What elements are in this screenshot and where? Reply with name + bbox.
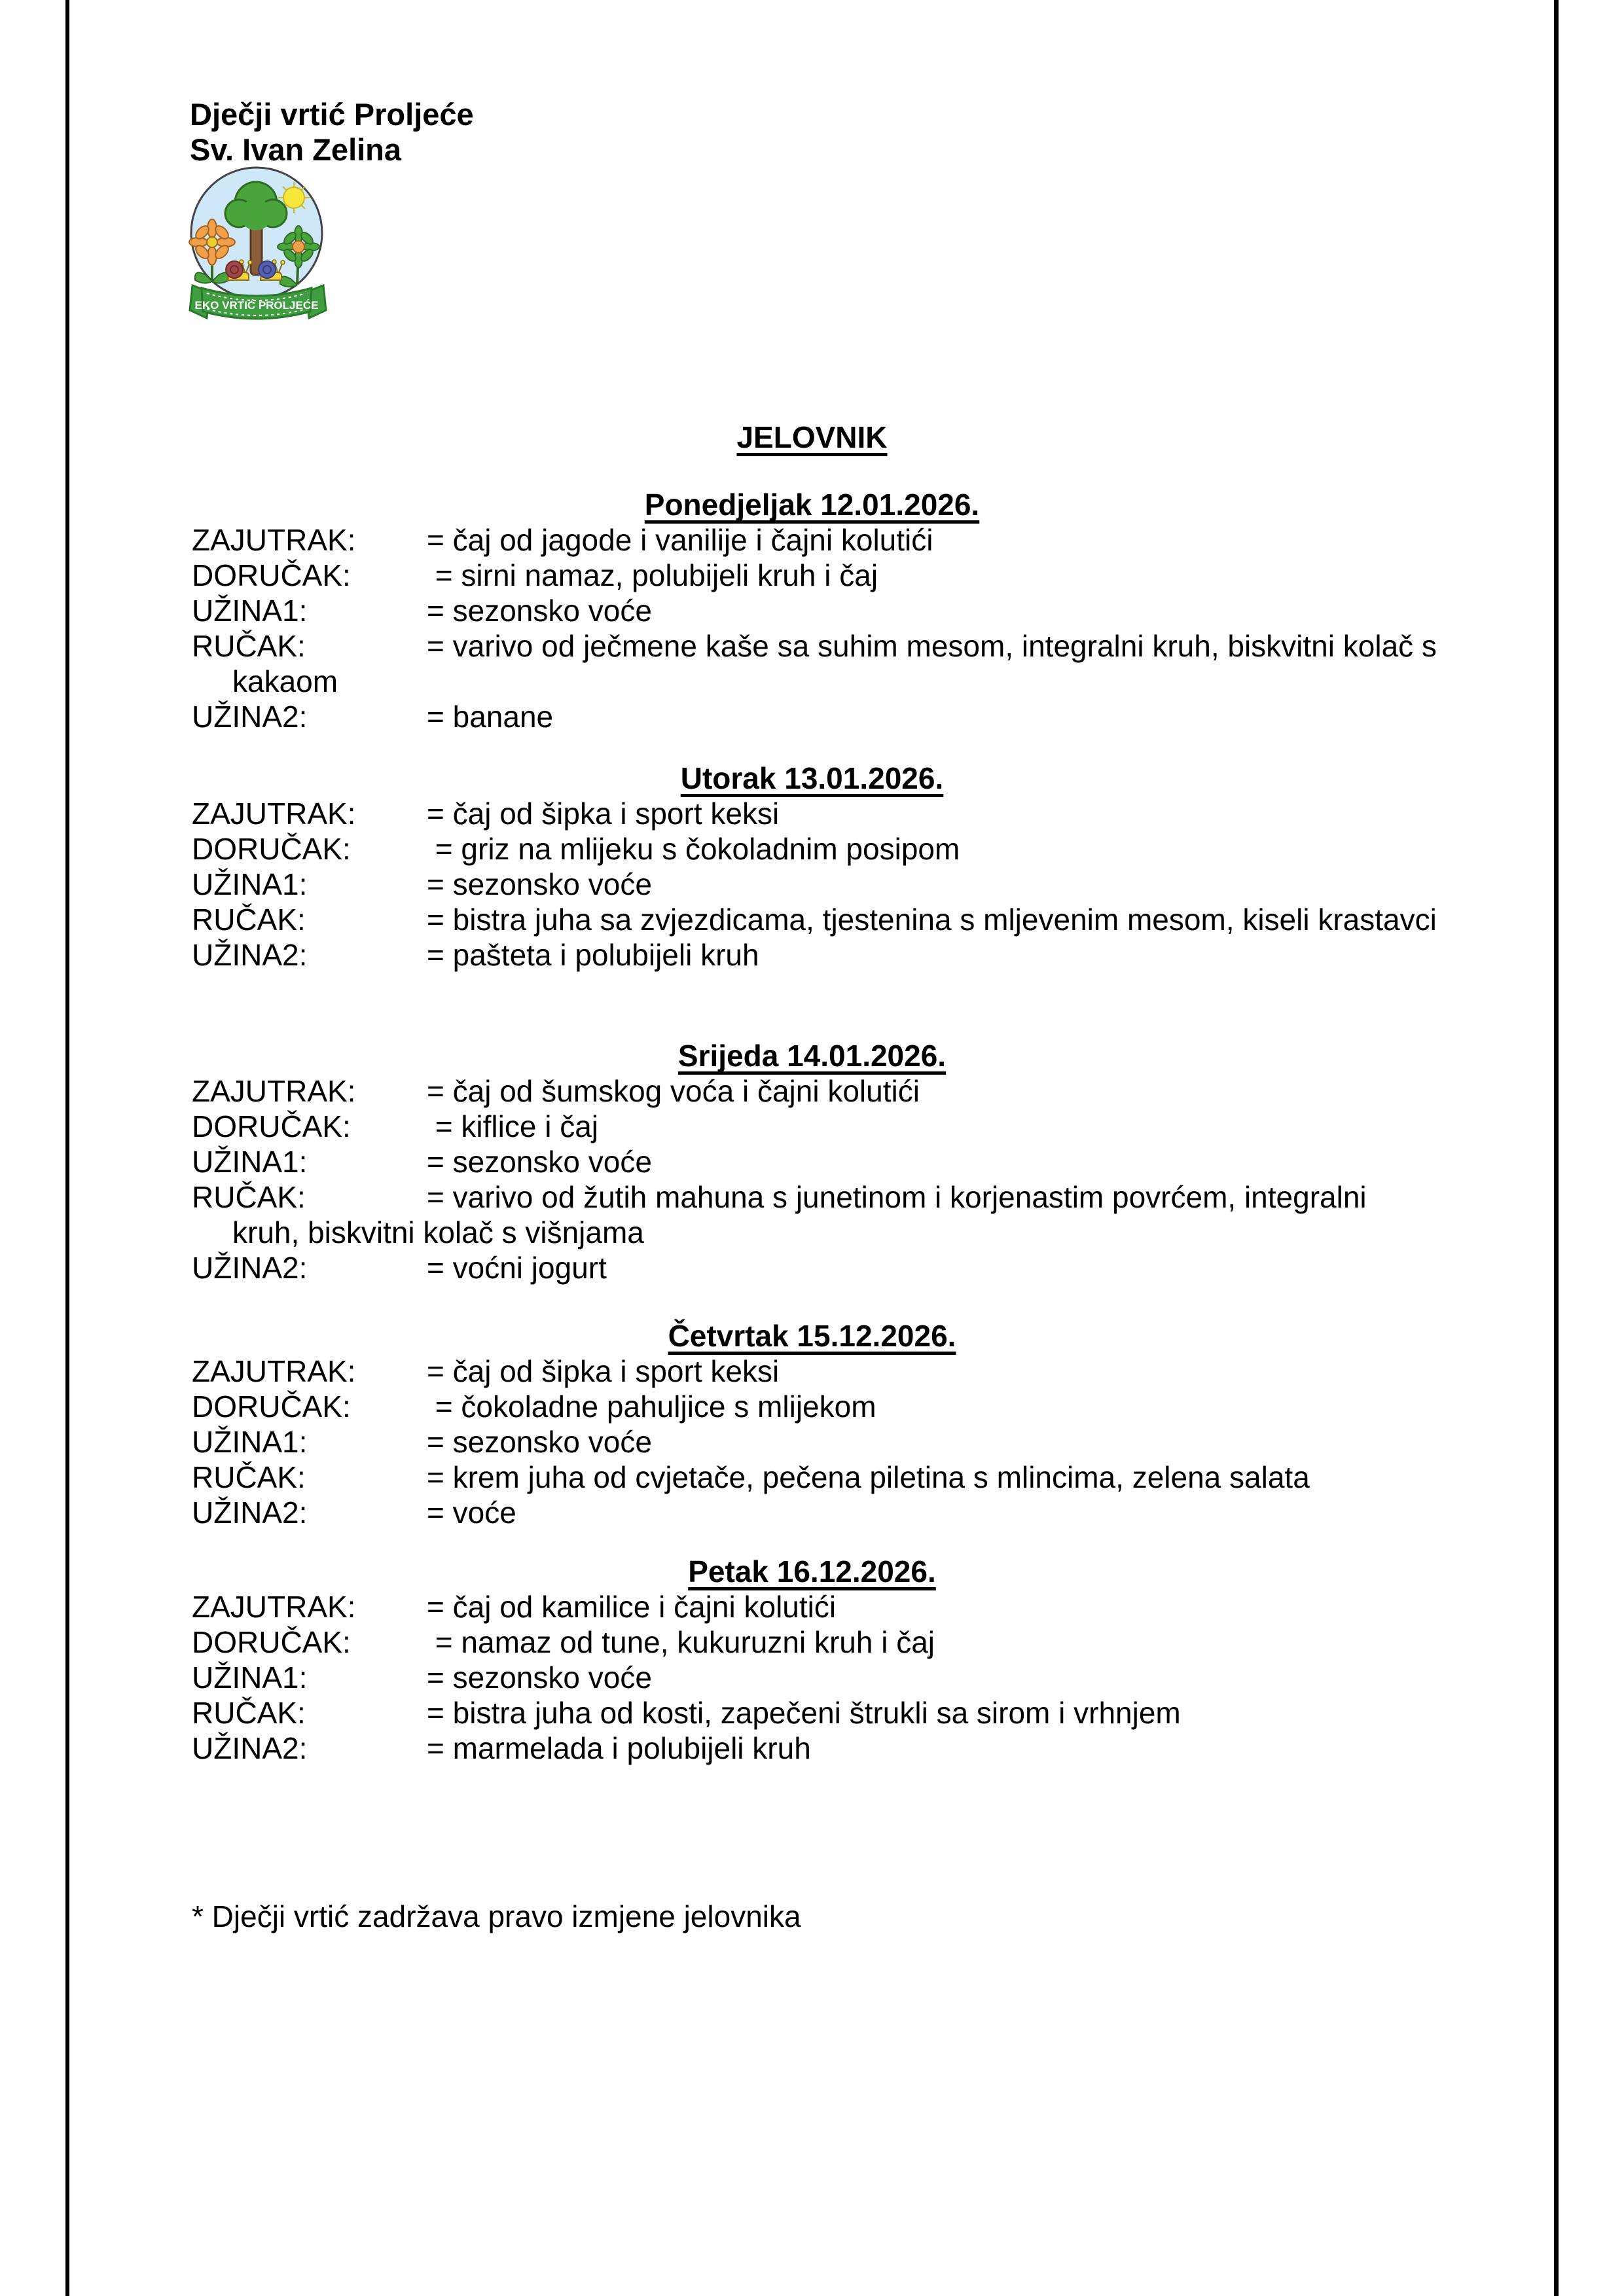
meal-value: = čaj od jagode i vanilije i čajni kolutići <box>427 523 933 557</box>
menu-row <box>192 593 1432 628</box>
meal-label: UŽINA2: <box>192 1496 308 1530</box>
meal-value: = varivo od ječmene kaše sa suhim mesom, integralni kruh, biskvitni kolač s <box>427 629 1437 663</box>
meal-value: = bistra juha od kosti, zapečeni štrukli sa sirom i vrhnjem <box>427 1696 1181 1730</box>
left-border-rule <box>65 0 69 2296</box>
day-section-tuesday <box>192 761 1437 973</box>
meal-value: = bistra juha sa zvjezdicama, tjestenina s mljevenim mesom, kiseli krastavci <box>427 903 1437 937</box>
meal-label: ZAJUTRAK: <box>192 1074 356 1108</box>
meal-label: UŽINA2: <box>192 938 308 972</box>
menu-row <box>192 902 1437 937</box>
meal-label: DORUČAK: <box>192 832 351 866</box>
menu-row <box>192 1589 1432 1624</box>
meal-value: = sezonsko voće <box>427 1145 652 1179</box>
meal-label: UŽINA1: <box>192 594 308 628</box>
meal-value: = krem juha od cvjetače, pečena piletina s mlincima, zelena salata <box>427 1460 1310 1494</box>
meal-value-continuation: kakaom <box>232 664 338 698</box>
menu-row <box>192 867 1432 902</box>
menu-row <box>192 1389 1432 1424</box>
meal-label: DORUČAK: <box>192 1390 351 1424</box>
meal-value: = varivo od žutih mahuna s junetinom i korjenastim povrćem, integralni <box>427 1180 1367 1214</box>
menu-row <box>192 1073 1432 1109</box>
meal-value: = marmelada i polubijeli kruh <box>427 1731 811 1765</box>
menu-row <box>192 1495 1432 1530</box>
meal-label: ZAJUTRAK: <box>192 1354 356 1388</box>
day-heading <box>192 487 1432 522</box>
meal-label: UŽINA1: <box>192 1425 308 1459</box>
meal-value: = čaj od šipka i sport keksi <box>427 797 780 831</box>
kindergarten-logo <box>187 164 329 332</box>
menu-row <box>192 1695 1432 1731</box>
organization-city: Sv. Ivan Zelina <box>190 132 402 167</box>
meal-label: UŽINA1: <box>192 1660 308 1695</box>
document-title <box>192 420 1432 455</box>
menu-row <box>192 1354 1432 1389</box>
day-heading-text: Srijeda 14.01.2026. <box>677 1039 947 1073</box>
meal-value: = voće <box>427 1496 516 1530</box>
meal-value: = namaz od tune, kukuruzni kruh i čaj <box>427 1625 935 1659</box>
menu-row <box>192 937 1432 973</box>
day-heading-text: Četvrtak 15.12.2026. <box>668 1319 956 1353</box>
menu-row <box>192 1179 1432 1215</box>
eco-kindergarten-logo-graphic <box>187 164 329 329</box>
meal-value: = kiflice i čaj <box>427 1109 599 1143</box>
logo-banner-text: EKO VRTIĆ PROLJEĆE <box>194 299 319 312</box>
meal-label: UŽINA2: <box>192 1251 308 1285</box>
day-heading-text: Petak 16.12.2026. <box>688 1554 936 1588</box>
menu-row <box>192 522 1432 558</box>
menu-row <box>192 558 1432 593</box>
meal-label: UŽINA1: <box>192 867 308 901</box>
document-title-text: JELOVNIK <box>736 420 888 454</box>
menu-row <box>192 1109 1432 1144</box>
menu-row <box>192 796 1432 831</box>
menu-change-disclaimer: * Dječji vrtić zadržava pravo izmjene jelovnika <box>192 1899 801 1933</box>
day-heading <box>192 761 1432 796</box>
meal-label: RUČAK: <box>192 903 306 937</box>
meal-value: = sirni namaz, polubijeli kruh i čaj <box>427 558 878 592</box>
day-heading-text: Utorak 13.01.2026. <box>680 761 944 795</box>
right-border-rule <box>1554 0 1559 2296</box>
organization-header <box>190 97 474 168</box>
meal-label: UŽINA2: <box>192 700 308 734</box>
meal-value: = čaj od kamilice i čajni kolutići <box>427 1590 837 1624</box>
day-heading-text: Ponedjeljak 12.01.2026. <box>644 488 980 522</box>
meal-label: RUČAK: <box>192 1460 306 1494</box>
day-heading <box>192 1318 1432 1354</box>
meal-label: UŽINA2: <box>192 1731 308 1765</box>
meal-value: = čokoladne pahuljice s mlijekom <box>427 1390 876 1424</box>
meal-label: UŽINA1: <box>192 1145 308 1179</box>
day-heading <box>192 1554 1432 1589</box>
meal-label: RUČAK: <box>192 1180 306 1214</box>
menu-row <box>192 628 1437 664</box>
organization-name: Dječji vrtić Proljeće <box>190 97 474 132</box>
meal-label: ZAJUTRAK: <box>192 523 356 557</box>
day-section-thursday <box>192 1318 1432 1530</box>
menu-row <box>192 1660 1432 1695</box>
meal-label: DORUČAK: <box>192 1109 351 1143</box>
day-section-monday <box>192 487 1437 734</box>
menu-content <box>192 420 1437 1934</box>
menu-row <box>192 1460 1432 1495</box>
meal-value: = griz na mlijeku s čokoladnim posipom <box>427 832 960 866</box>
menu-row <box>192 831 1432 867</box>
meal-label: DORUČAK: <box>192 558 351 592</box>
meal-value: = banane <box>427 700 554 734</box>
day-heading <box>192 1038 1432 1073</box>
menu-row <box>192 1144 1432 1179</box>
menu-row <box>192 1731 1432 1766</box>
meal-label: ZAJUTRAK: <box>192 797 356 831</box>
menu-row <box>192 1424 1432 1460</box>
meal-label: DORUČAK: <box>192 1625 351 1659</box>
menu-row <box>192 1624 1432 1660</box>
day-section-wednesday <box>192 1038 1432 1285</box>
menu-row <box>192 699 1432 734</box>
meal-value: = sezonsko voće <box>427 1425 652 1459</box>
meal-label: RUČAK: <box>192 629 306 663</box>
meal-value: = sezonsko voće <box>427 594 652 628</box>
meal-value-continuation: kruh, biskvitni kolač s višnjama <box>232 1215 644 1249</box>
meal-label: RUČAK: <box>192 1696 306 1730</box>
meal-value: = sezonsko voće <box>427 867 652 901</box>
meal-value: = čaj od šipka i sport keksi <box>427 1354 780 1388</box>
day-section-friday <box>192 1554 1432 1766</box>
menu-row <box>192 1250 1432 1285</box>
meal-value: = pašteta i polubijeli kruh <box>427 938 759 972</box>
meal-value: = čaj od šumskog voća i čajni kolutići <box>427 1074 920 1108</box>
meal-value: = voćni jogurt <box>427 1251 607 1285</box>
meal-label: ZAJUTRAK: <box>192 1590 356 1624</box>
meal-value: = sezonsko voće <box>427 1660 652 1695</box>
